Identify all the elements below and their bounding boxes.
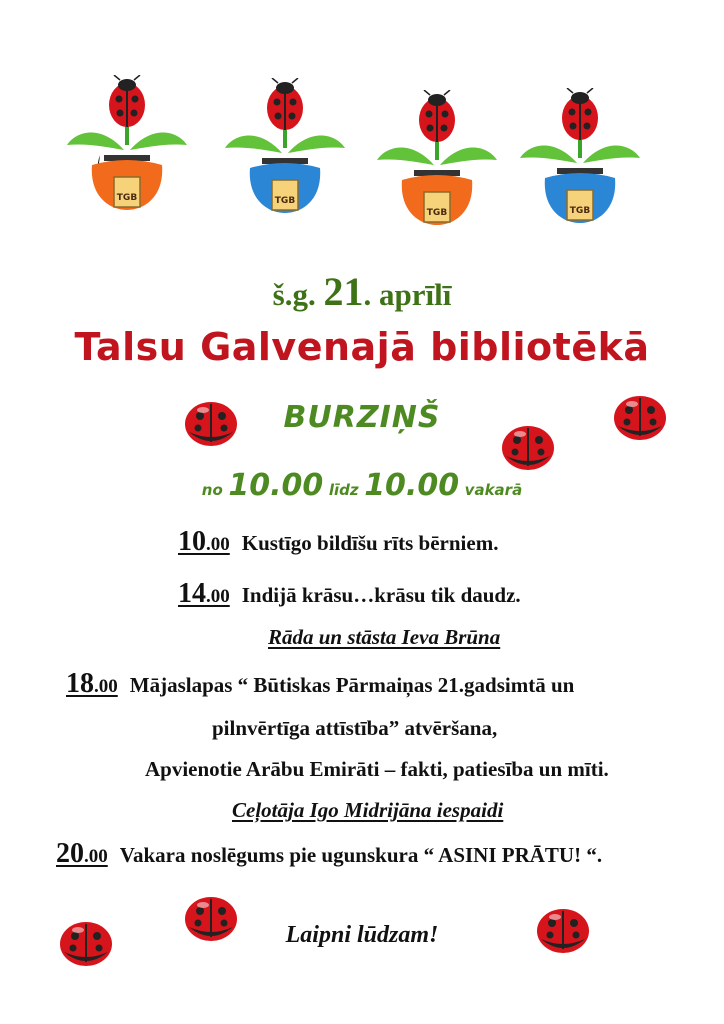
program-time: 10.00 xyxy=(178,526,230,557)
presenter-line: Ceļotāja Igo Midrijāna iespaidi xyxy=(232,798,504,822)
program-item-18-line3: Apvienotie Arābu Emirāti – fakti, patiesība un mīti. xyxy=(145,757,609,781)
date-prefix: š.g. xyxy=(272,277,316,312)
presenter-line: Rāda un stāsta Ieva Brūna xyxy=(268,625,501,649)
program-item-10 xyxy=(178,526,498,558)
event-time-range: no 10.00 līdz 10.00 vakarā xyxy=(201,468,523,503)
program-time: 18.00 xyxy=(66,668,118,699)
ladybug-flower-icon xyxy=(372,90,502,240)
ladybug-flower-icon xyxy=(515,88,645,238)
svg-text:TGB: TGB xyxy=(274,196,296,206)
flower-pot-blue-2 xyxy=(515,88,645,238)
program-item-18-line2: pilnvērtīga attīstība” atvēršana, xyxy=(212,716,498,740)
closing-greeting: Laipni lūdzam! xyxy=(285,922,439,948)
ladybug-flower-icon xyxy=(62,75,192,225)
event-name: BURZIŅŠ xyxy=(283,400,441,435)
venue-title: Talsu Galvenajā bibliotēkā xyxy=(74,325,650,369)
flower-pot-orange-2 xyxy=(372,90,502,240)
program-text: Mājaslapas “ Būtiskas Pārmaiņas 21.gadsimtā un xyxy=(129,673,575,697)
flower-pot-orange-1 xyxy=(62,75,192,225)
program-time: 20.00 xyxy=(56,838,108,869)
event-date xyxy=(0,268,724,315)
program-text: Kustīgo bildīšu rīts bērniem. xyxy=(241,531,499,555)
program-time: 14.00 xyxy=(178,578,230,609)
program-item-18 xyxy=(66,668,574,700)
program-item-20 xyxy=(56,838,602,870)
date-suffix: . aprīlī xyxy=(363,277,452,312)
ladybug-flower-icon xyxy=(220,78,350,228)
date-day: 21 xyxy=(323,269,364,314)
program-text: Indijā krāsu…krāsu tik daudz. xyxy=(241,583,521,607)
svg-text:TGB: TGB xyxy=(426,208,448,218)
flower-pot-blue-1 xyxy=(220,78,350,228)
svg-text:TGB: TGB xyxy=(116,193,138,203)
program-item-14 xyxy=(178,578,521,610)
svg-text:TGB: TGB xyxy=(569,206,591,216)
program-text: Vakara noslēgums pie ugunskura “ ASINI PRĀTU! “. xyxy=(119,843,603,867)
